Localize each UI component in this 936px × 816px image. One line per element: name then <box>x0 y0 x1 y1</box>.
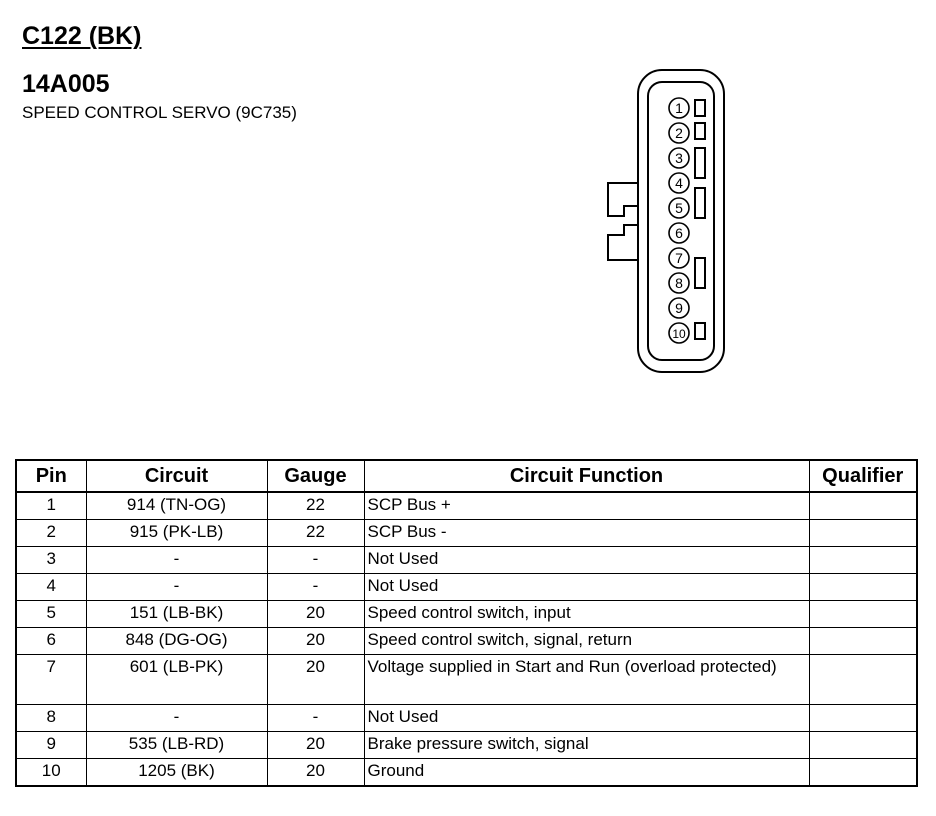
connector-pin <box>669 123 689 143</box>
function-cell: Not Used <box>364 705 809 732</box>
circuit-cell: - <box>86 547 267 574</box>
pin-number-label: 7 <box>675 250 683 266</box>
connector-pin <box>669 298 689 318</box>
connector-pin <box>669 173 689 193</box>
circuit-cell: - <box>86 705 267 732</box>
circuit-cell: 1205 (BK) <box>86 759 267 787</box>
qualifier-cell <box>809 759 917 787</box>
pinout-table <box>15 459 918 787</box>
pin-cell: 6 <box>16 628 86 655</box>
connector-pin <box>669 323 689 343</box>
function-cell: Voltage supplied in Start and Run (overload protected) <box>364 655 809 705</box>
function-cell: SCP Bus - <box>364 520 809 547</box>
table-row <box>16 520 917 547</box>
gauge-cell: 20 <box>267 655 364 705</box>
pin-number-label: 1 <box>675 100 683 116</box>
connector-face-diagram <box>600 68 730 378</box>
pin-number-label: 4 <box>675 175 683 191</box>
connector-id: C122 (BK) <box>22 22 142 50</box>
pin-cell: 5 <box>16 601 86 628</box>
gauge-cell: 20 <box>267 601 364 628</box>
column-header-qualifier: Qualifier <box>809 460 917 492</box>
pin-number-label: 9 <box>675 300 683 316</box>
column-header-gauge: Gauge <box>267 460 364 492</box>
table-row <box>16 759 917 787</box>
qualifier-cell <box>809 520 917 547</box>
gauge-cell: 20 <box>267 628 364 655</box>
table-row <box>16 628 917 655</box>
connector-latch-upper <box>608 183 638 216</box>
connector-pins <box>669 98 689 343</box>
circuit-cell: 151 (LB-BK) <box>86 601 267 628</box>
circuit-cell: 601 (LB-PK) <box>86 655 267 705</box>
part-number: 14A005 <box>22 70 110 98</box>
qualifier-cell <box>809 628 917 655</box>
component-name: SPEED CONTROL SERVO (9C735) <box>22 103 297 122</box>
gauge-cell: 20 <box>267 759 364 787</box>
pin-cell: 1 <box>16 492 86 520</box>
column-header-circuit-function: Circuit Function <box>364 460 809 492</box>
table-header-row <box>16 460 917 492</box>
table-row <box>16 655 917 705</box>
table-row <box>16 732 917 759</box>
connector-pin <box>669 248 689 268</box>
qualifier-cell <box>809 492 917 520</box>
function-cell: SCP Bus + <box>364 492 809 520</box>
table-row <box>16 601 917 628</box>
column-header-circuit: Circuit <box>86 460 267 492</box>
gauge-cell: - <box>267 547 364 574</box>
circuit-cell: 535 (LB-RD) <box>86 732 267 759</box>
qualifier-cell <box>809 547 917 574</box>
pin-cell: 7 <box>16 655 86 705</box>
connector-pin <box>669 148 689 168</box>
pin-cell: 10 <box>16 759 86 787</box>
circuit-cell: 915 (PK-LB) <box>86 520 267 547</box>
gauge-cell: - <box>267 574 364 601</box>
connector-pin <box>669 198 689 218</box>
function-cell: Ground <box>364 759 809 787</box>
pin-number-label: 5 <box>675 200 683 216</box>
qualifier-cell <box>809 732 917 759</box>
function-cell: Brake pressure switch, signal <box>364 732 809 759</box>
table-row <box>16 574 917 601</box>
table-row <box>16 705 917 732</box>
pin-number-label: 6 <box>675 225 683 241</box>
connector-latch-lower <box>608 225 638 260</box>
pin-number-label: 2 <box>675 125 683 141</box>
table-row <box>16 547 917 574</box>
gauge-cell: 20 <box>267 732 364 759</box>
pin-cell: 8 <box>16 705 86 732</box>
pin-cell: 2 <box>16 520 86 547</box>
pin-number-label: 10 <box>672 327 686 341</box>
function-cell: Not Used <box>364 574 809 601</box>
circuit-cell: 914 (TN-OG) <box>86 492 267 520</box>
gauge-cell: 22 <box>267 492 364 520</box>
circuit-cell: - <box>86 574 267 601</box>
pin-cell: 4 <box>16 574 86 601</box>
pin-number-label: 3 <box>675 150 683 166</box>
circuit-cell: 848 (DG-OG) <box>86 628 267 655</box>
connector-pin <box>669 98 689 118</box>
gauge-cell: 22 <box>267 520 364 547</box>
qualifier-cell <box>809 705 917 732</box>
connector-pin <box>669 273 689 293</box>
pin-number-label: 8 <box>675 275 683 291</box>
connector-pin <box>669 223 689 243</box>
qualifier-cell <box>809 574 917 601</box>
table-row <box>16 492 917 520</box>
qualifier-cell <box>809 601 917 628</box>
connector-keyways <box>695 100 705 339</box>
pin-cell: 3 <box>16 547 86 574</box>
function-cell: Speed control switch, input <box>364 601 809 628</box>
column-header-pin: Pin <box>16 460 86 492</box>
gauge-cell: - <box>267 705 364 732</box>
pin-cell: 9 <box>16 732 86 759</box>
qualifier-cell <box>809 655 917 705</box>
function-cell: Not Used <box>364 547 809 574</box>
function-cell: Speed control switch, signal, return <box>364 628 809 655</box>
